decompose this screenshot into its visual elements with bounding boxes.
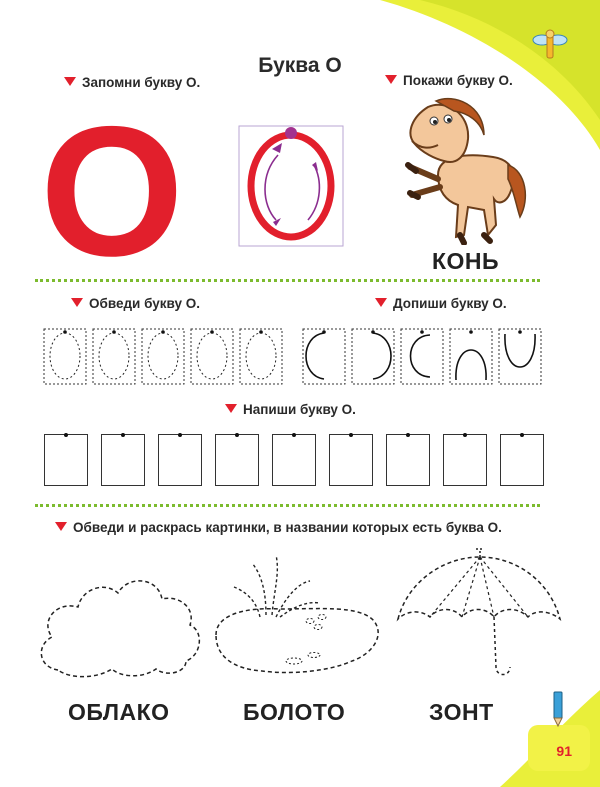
instruction-remember — [64, 75, 200, 90]
instruction-show — [385, 73, 513, 88]
finish-box — [499, 329, 541, 384]
instruction-text: Покажи букву О. — [403, 73, 513, 88]
page-number: 91 — [556, 743, 572, 759]
separator-2 — [35, 504, 540, 507]
triangle-marker-icon — [55, 522, 67, 531]
instruction-text: Запомни букву О. — [82, 75, 201, 90]
separator-1 — [35, 279, 540, 282]
coloring-pictures — [30, 545, 570, 685]
write-box[interactable] — [215, 434, 259, 486]
word-horse: КОНЬ — [432, 248, 500, 274]
finish-box — [401, 329, 443, 384]
write-box[interactable] — [500, 434, 544, 486]
trace-box — [93, 329, 135, 384]
pencil-icon — [548, 688, 568, 728]
big-letter-o: О — [40, 89, 184, 295]
trace-boxes — [44, 329, 282, 384]
umbrella-outline — [398, 557, 560, 619]
write-box[interactable] — [44, 434, 88, 486]
triangle-marker-icon — [375, 298, 387, 307]
write-box[interactable] — [272, 434, 316, 486]
instruction-text: Обведи букву О. — [89, 296, 200, 311]
write-box[interactable] — [101, 434, 145, 486]
instruction-text: Допиши букву О. — [393, 296, 507, 311]
write-box[interactable] — [443, 434, 487, 486]
page-title: Буква О — [258, 54, 342, 77]
instruction-trace — [71, 296, 200, 311]
triangle-marker-icon — [64, 77, 76, 86]
finish-box — [352, 329, 394, 384]
finish-boxes — [303, 329, 541, 384]
horse-image — [398, 95, 533, 245]
write-box[interactable] — [386, 434, 430, 486]
write-box[interactable] — [329, 434, 373, 486]
write-box[interactable] — [158, 434, 202, 486]
instruction-color — [55, 520, 502, 535]
instruction-text: Обведи и раскрась картинки, в названии которых есть буква О. — [73, 520, 502, 535]
trace-box — [142, 329, 184, 384]
word-umbrella: ЗОНТ — [429, 699, 494, 725]
instruction-finish — [375, 296, 507, 311]
finish-box — [303, 329, 345, 384]
triangle-marker-icon — [225, 404, 237, 413]
tracing-rows — [0, 320, 600, 390]
word-swamp: БОЛОТО — [243, 699, 346, 725]
swamp-outline — [216, 609, 378, 673]
trace-box — [191, 329, 233, 384]
trace-box — [240, 329, 282, 384]
instruction-text: Напиши букву О. — [243, 402, 356, 417]
trace-box — [44, 329, 86, 384]
triangle-marker-icon — [385, 75, 397, 84]
word-cloud: ОБЛАКО — [68, 699, 170, 725]
letter-o-stroke-guide — [238, 125, 344, 247]
cloud-outline — [41, 581, 199, 677]
instruction-write — [225, 402, 356, 417]
triangle-marker-icon — [71, 298, 83, 307]
finish-box — [450, 329, 492, 384]
